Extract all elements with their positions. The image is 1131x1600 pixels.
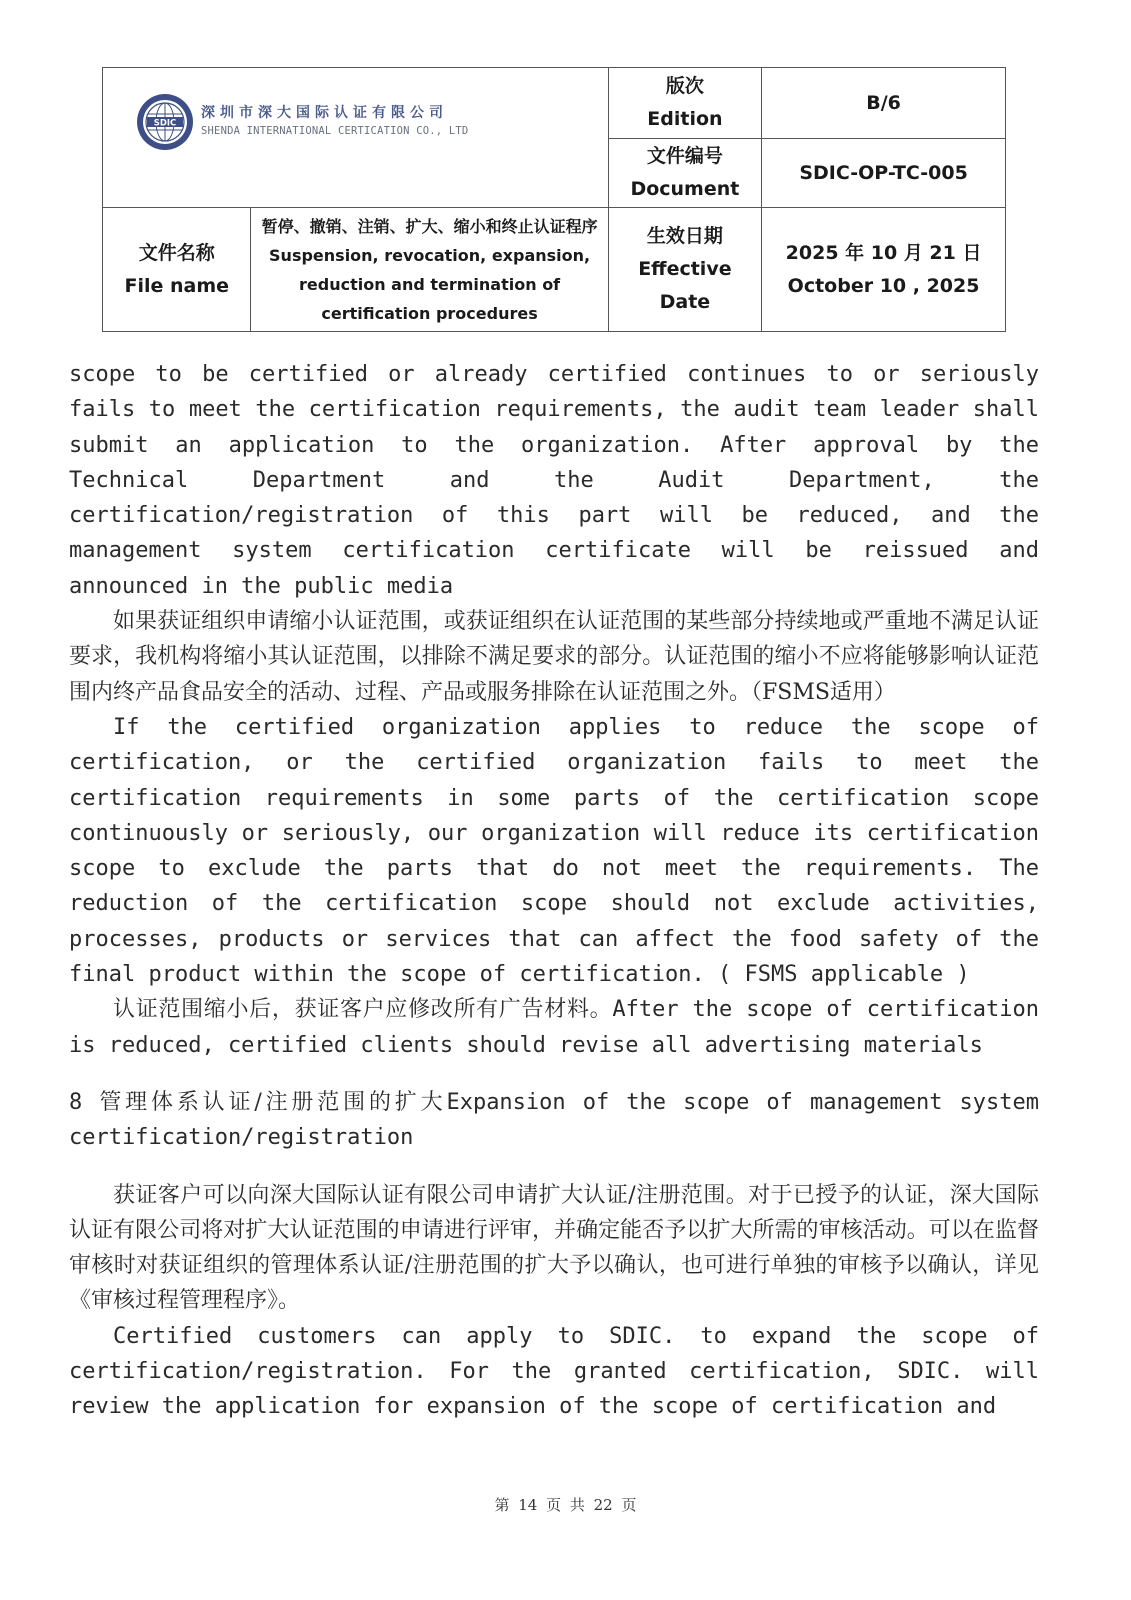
effective-date-cn: 2025 年 10 月 21 日 bbox=[785, 241, 982, 264]
paragraph-expansion-cn: 获证客户可以向深大国际认证有限公司申请扩大认证/注册范围。对于已授予的认证，深大国际认证有限公司将对扩大认证范围的申请进行评审，并确定能否予以扩大所需的审核活动。可以在监督审核时对获证组织的管理体系认证/注册范围的扩大予以确认，也可进行单独的审核予以确认，详见《审核过程管理程序》。 bbox=[69, 1182, 1039, 1314]
document-label-cell bbox=[608, 139, 762, 208]
paragraph-reduction-cn: 如果获证组织申请缩小认证范围，或获证组织在认证范围的某些部分持续地或严重地不满足认证要求，我机构将缩小其认证范围，以排除不满足要求的部分。认证范围的缩小不应将能够影响认证范围内终产品食品安全的活动、过程、产品或服务排除在认证范围之外。（FSMS适用） bbox=[69, 609, 1039, 705]
page-number-footer: 第 14 页 共 22 页 bbox=[494, 1496, 637, 1514]
company-name-en: SHENDA INTERNATIONAL CERTICATION CO., LTD bbox=[201, 124, 469, 137]
file-name-value-cell bbox=[251, 208, 608, 332]
document-body bbox=[69, 357, 1039, 1425]
advertising-text-en: After the scope of certification is reduced, certified clients should revise all advertising materials bbox=[69, 997, 1039, 1058]
effective-label-en-2: Date bbox=[659, 291, 711, 313]
edition-label-cn: 版次 bbox=[665, 75, 704, 97]
file-name-label-en: File name bbox=[124, 274, 230, 297]
edition-value: B/6 bbox=[866, 91, 901, 114]
document-value-cell bbox=[762, 139, 1006, 208]
emblem-text: SDIC bbox=[153, 118, 177, 129]
paragraph-advertising bbox=[69, 992, 1039, 1063]
company-name-cn: 深圳市深大国际认证有限公司 bbox=[201, 104, 448, 121]
section-8-heading bbox=[69, 1085, 1039, 1156]
effective-date-value-cell bbox=[762, 208, 1006, 332]
edition-value-cell bbox=[762, 68, 1006, 139]
globe-emblem-icon bbox=[135, 92, 195, 152]
file-name-label-cell bbox=[103, 208, 251, 332]
effective-label-en: Effective bbox=[638, 258, 732, 280]
document-number: SDIC-OP-TC-005 bbox=[799, 161, 968, 184]
section-title-cn: 管理体系认证/注册范围的扩大 bbox=[99, 1089, 447, 1115]
effective-date-en: October 10 , 2025 bbox=[787, 274, 980, 297]
file-name-value: 暂停、撤销、注销、扩大、缩小和终止认证程序 Suspension, revocation, expansion, reduction and termination of certification procedures bbox=[261, 216, 598, 323]
paragraph-reduction-continued: scope to be certified or already certified continues to or seriously fails to meet the certification requirements, the audit team leader shall submit an application to the organization. After approval by the Technical Department and the Audit Department, the certification/registration of this part will be reduced, and the management system certification certificate will be reissued and announced in the public media bbox=[69, 362, 1039, 599]
section-title-en: Expansion of the scope of management system certification/registration bbox=[69, 1089, 1040, 1151]
paragraph-reduction-en: If the certified organization applies to reduce the scope of certification, or the certified organization fails to meet the certification requirements in some parts of the certification scope continuously or seriously, our organization will reduce its certification scope to exclude the parts that do not meet the requirements. The reduction of the certification scope should not exclude activities, processes, products or services that can affect the food safety of the final product within the scope of certification. ( FSMS applicable ) bbox=[69, 714, 1039, 988]
effective-date-label-cell bbox=[608, 208, 762, 332]
document-header-table bbox=[102, 67, 1006, 332]
edition-label-cell bbox=[608, 68, 762, 139]
edition-label-en: Edition bbox=[647, 108, 723, 130]
section-number: 8 bbox=[69, 1089, 83, 1115]
paragraph-expansion-en: Certified customers can apply to SDIC. to expand the scope of certification/registration. For the granted certification, SDIC. will review the application for expansion of the scope of certification and bbox=[69, 1323, 1039, 1420]
document-label-en: Document bbox=[630, 178, 740, 200]
file-name-label-cn: 文件名称 bbox=[138, 241, 215, 264]
effective-label-cn: 生效日期 bbox=[646, 225, 723, 247]
advertising-text-cn: 认证范围缩小后，获证客户应修改所有广告材料。 bbox=[113, 997, 613, 1023]
company-logo bbox=[135, 92, 468, 152]
logo-cell bbox=[103, 68, 609, 208]
document-label-cn: 文件编号 bbox=[646, 145, 723, 167]
